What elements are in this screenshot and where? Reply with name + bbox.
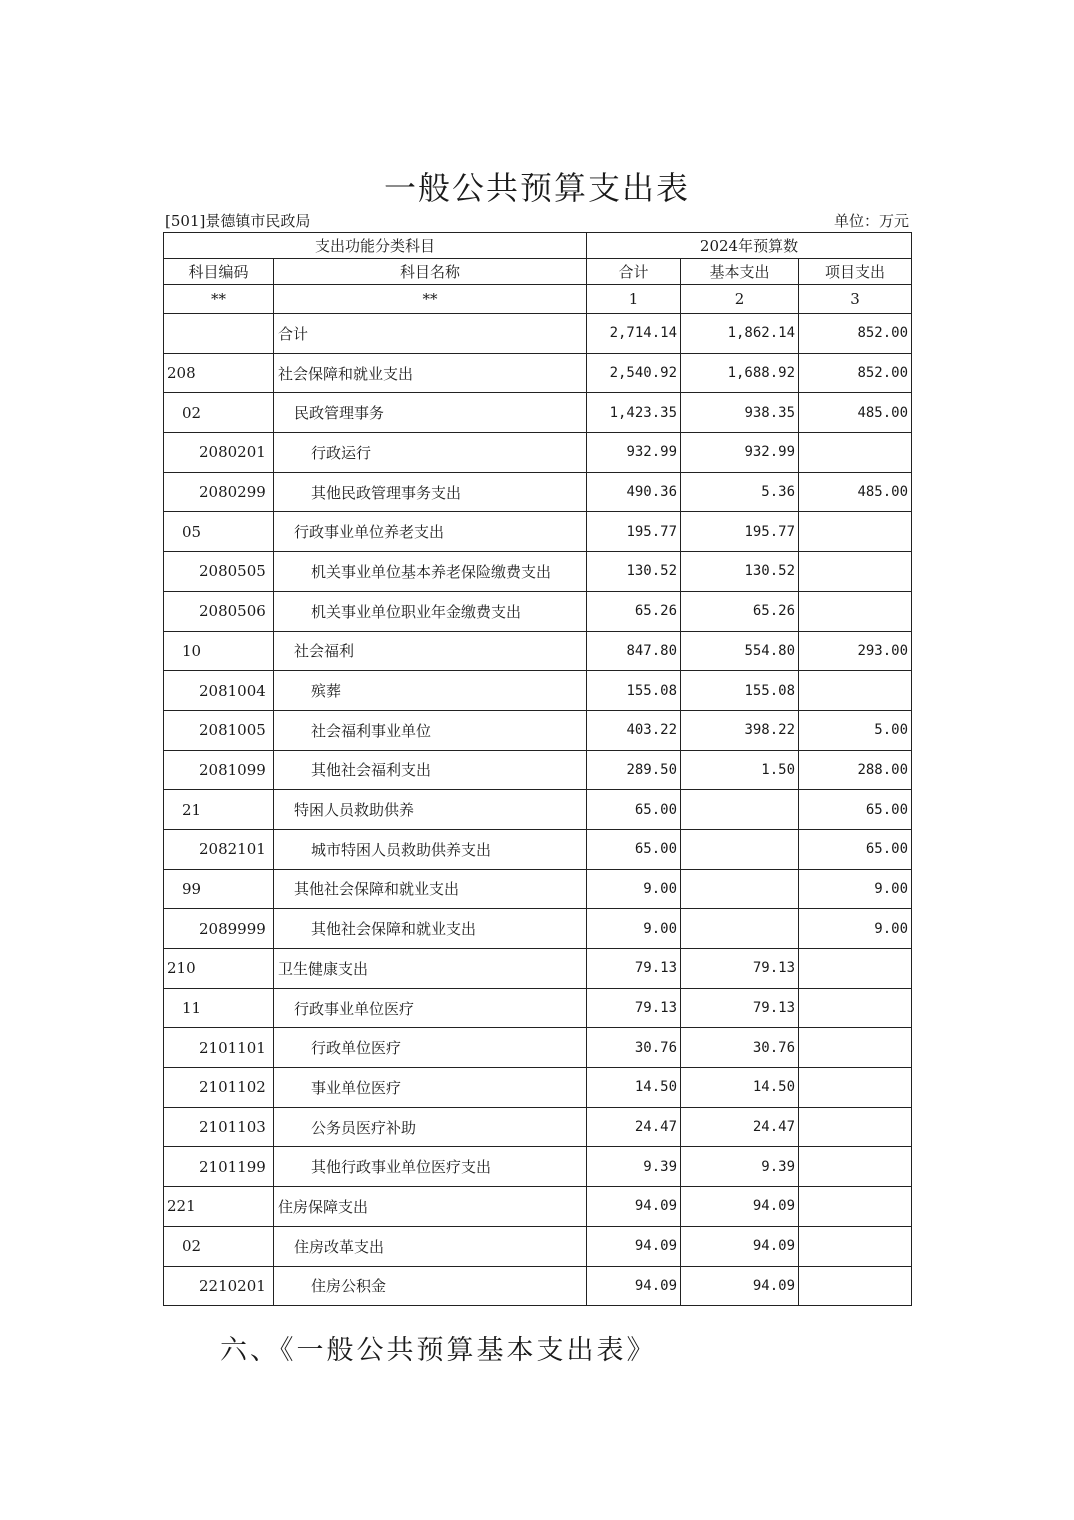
row-name: 机关事业单位基本养老保险缴费支出 [274, 552, 587, 592]
table-row [164, 909, 912, 949]
table-row [164, 591, 912, 631]
row-name: 殡葬 [274, 671, 587, 711]
row-name: 住房保障支出 [274, 1187, 587, 1227]
row-code: 2089999 [164, 909, 274, 949]
row-total: 94.09 [587, 1187, 681, 1227]
table-row [164, 314, 912, 354]
row-basic: 1.50 [681, 750, 799, 790]
row-project: 9.00 [799, 909, 912, 949]
unit-label: 单位：万元 [833, 212, 909, 230]
row-code: 05 [164, 512, 274, 552]
row-code: 2080506 [164, 591, 274, 631]
row-name: 社会保障和就业支出 [274, 353, 587, 393]
row-code: 2081005 [164, 710, 274, 750]
row-basic: 195.77 [681, 512, 799, 552]
row-project [799, 1226, 912, 1266]
row-total: 65.00 [587, 790, 681, 830]
row-name: 住房公积金 [274, 1266, 587, 1306]
row-total: 155.08 [587, 671, 681, 711]
row-basic: 94.09 [681, 1226, 799, 1266]
row-project: 288.00 [799, 750, 912, 790]
row-code: 2082101 [164, 829, 274, 869]
row-project: 485.00 [799, 393, 912, 433]
row-basic [681, 909, 799, 949]
row-name: 行政事业单位养老支出 [274, 512, 587, 552]
row-project [799, 1068, 912, 1108]
row-code: 10 [164, 631, 274, 671]
row-basic: 65.26 [681, 591, 799, 631]
table-row [164, 631, 912, 671]
table-row [164, 393, 912, 433]
header-name: 科目名称 [274, 259, 587, 285]
row-total: 847.80 [587, 631, 681, 671]
row-project [799, 671, 912, 711]
row-code: 11 [164, 988, 274, 1028]
table-row [164, 829, 912, 869]
department-label: [501]景德镇市民政局 [165, 212, 311, 230]
row-basic [681, 790, 799, 830]
row-total: 24.47 [587, 1107, 681, 1147]
header-index-row [164, 285, 912, 314]
row-total: 30.76 [587, 1028, 681, 1068]
row-name: 住房改革支出 [274, 1226, 587, 1266]
header-project: 项目支出 [799, 259, 912, 285]
header-basic: 基本支出 [681, 259, 799, 285]
row-basic: 1,862.14 [681, 314, 799, 354]
row-total: 9.00 [587, 909, 681, 949]
row-code: 210 [164, 949, 274, 989]
row-project [799, 1028, 912, 1068]
row-project [799, 512, 912, 552]
row-total: 94.09 [587, 1226, 681, 1266]
table-row [164, 433, 912, 473]
row-total: 79.13 [587, 988, 681, 1028]
row-total: 65.00 [587, 829, 681, 869]
table-row [164, 1187, 912, 1227]
table-row [164, 710, 912, 750]
row-name: 行政运行 [274, 433, 587, 473]
index-code: ** [164, 285, 274, 314]
row-name: 其他社会保障和就业支出 [274, 869, 587, 909]
row-project [799, 433, 912, 473]
row-code: 99 [164, 869, 274, 909]
row-code: 2080299 [164, 472, 274, 512]
table-row [164, 1107, 912, 1147]
row-basic: 155.08 [681, 671, 799, 711]
row-code: 21 [164, 790, 274, 830]
index-name: ** [274, 285, 587, 314]
row-total: 195.77 [587, 512, 681, 552]
row-code: 02 [164, 1226, 274, 1266]
table-row [164, 1266, 912, 1306]
row-total: 490.36 [587, 472, 681, 512]
row-basic: 94.09 [681, 1266, 799, 1306]
row-code: 2101199 [164, 1147, 274, 1187]
row-code: 2081004 [164, 671, 274, 711]
row-total: 1,423.35 [587, 393, 681, 433]
row-name: 机关事业单位职业年金缴费支出 [274, 591, 587, 631]
row-basic: 938.35 [681, 393, 799, 433]
row-code: 2101102 [164, 1068, 274, 1108]
row-total: 65.26 [587, 591, 681, 631]
table-row [164, 552, 912, 592]
row-name: 事业单位医疗 [274, 1068, 587, 1108]
row-total: 932.99 [587, 433, 681, 473]
row-code [164, 314, 274, 354]
row-code: 2101103 [164, 1107, 274, 1147]
row-basic: 30.76 [681, 1028, 799, 1068]
table-row [164, 353, 912, 393]
row-basic [681, 829, 799, 869]
row-name: 公务员医疗补助 [274, 1107, 587, 1147]
row-name: 行政事业单位医疗 [274, 988, 587, 1028]
row-name: 其他民政管理事务支出 [274, 472, 587, 512]
table-row [164, 750, 912, 790]
row-basic: 554.80 [681, 631, 799, 671]
table-row [164, 472, 912, 512]
row-total: 94.09 [587, 1266, 681, 1306]
row-code: 2101101 [164, 1028, 274, 1068]
next-section-heading: 六、《一般公共预算基本支出表》 [220, 1335, 657, 1366]
row-name: 民政管理事务 [274, 393, 587, 433]
row-code: 02 [164, 393, 274, 433]
row-total: 289.50 [587, 750, 681, 790]
row-total: 14.50 [587, 1068, 681, 1108]
row-code: 2080201 [164, 433, 274, 473]
header-function-group: 支出功能分类科目 [164, 233, 587, 259]
row-total: 130.52 [587, 552, 681, 592]
row-project: 65.00 [799, 790, 912, 830]
row-project [799, 949, 912, 989]
header-group-row [164, 233, 912, 259]
header-total: 合计 [587, 259, 681, 285]
row-project: 9.00 [799, 869, 912, 909]
index-project: 3 [799, 285, 912, 314]
row-total: 9.39 [587, 1147, 681, 1187]
row-name: 社会福利 [274, 631, 587, 671]
row-basic: 9.39 [681, 1147, 799, 1187]
table-row [164, 1147, 912, 1187]
row-project [799, 1187, 912, 1227]
row-basic: 79.13 [681, 949, 799, 989]
row-code: 2210201 [164, 1266, 274, 1306]
row-name: 其他行政事业单位医疗支出 [274, 1147, 587, 1187]
table-row [164, 949, 912, 989]
row-total: 2,714.14 [587, 314, 681, 354]
row-name: 合计 [274, 314, 587, 354]
row-project: 852.00 [799, 314, 912, 354]
header-column-row [164, 259, 912, 285]
row-project [799, 591, 912, 631]
row-basic: 130.52 [681, 552, 799, 592]
row-project [799, 1107, 912, 1147]
table-row [164, 790, 912, 830]
row-basic: 932.99 [681, 433, 799, 473]
row-basic: 5.36 [681, 472, 799, 512]
row-basic: 79.13 [681, 988, 799, 1028]
row-project: 65.00 [799, 829, 912, 869]
row-basic: 24.47 [681, 1107, 799, 1147]
table-row [164, 1068, 912, 1108]
row-basic: 94.09 [681, 1187, 799, 1227]
row-name: 其他社会福利支出 [274, 750, 587, 790]
row-project [799, 552, 912, 592]
row-total: 9.00 [587, 869, 681, 909]
row-name: 城市特困人员救助供养支出 [274, 829, 587, 869]
row-name: 特困人员救助供养 [274, 790, 587, 830]
row-project: 5.00 [799, 710, 912, 750]
row-project: 293.00 [799, 631, 912, 671]
row-project [799, 988, 912, 1028]
budget-table [163, 232, 912, 1306]
row-project: 852.00 [799, 353, 912, 393]
header-budget-group: 2024年预算数 [587, 233, 912, 259]
header-code: 科目编码 [164, 259, 274, 285]
row-basic: 1,688.92 [681, 353, 799, 393]
row-code: 2081099 [164, 750, 274, 790]
index-basic: 2 [681, 285, 799, 314]
table-row [164, 512, 912, 552]
row-name: 其他社会保障和就业支出 [274, 909, 587, 949]
row-project: 485.00 [799, 472, 912, 512]
page-title: 一般公共预算支出表 [383, 169, 690, 207]
row-name: 行政单位医疗 [274, 1028, 587, 1068]
row-basic: 14.50 [681, 1068, 799, 1108]
row-project [799, 1147, 912, 1187]
row-name: 社会福利事业单位 [274, 710, 587, 750]
row-basic [681, 869, 799, 909]
row-code: 208 [164, 353, 274, 393]
row-basic: 398.22 [681, 710, 799, 750]
row-project [799, 1266, 912, 1306]
table-row [164, 869, 912, 909]
table-row [164, 1028, 912, 1068]
table-row [164, 1226, 912, 1266]
row-total: 79.13 [587, 949, 681, 989]
row-total: 2,540.92 [587, 353, 681, 393]
table-row [164, 671, 912, 711]
row-code: 221 [164, 1187, 274, 1227]
row-name: 卫生健康支出 [274, 949, 587, 989]
index-total: 1 [587, 285, 681, 314]
row-total: 403.22 [587, 710, 681, 750]
table-row [164, 988, 912, 1028]
row-code: 2080505 [164, 552, 274, 592]
